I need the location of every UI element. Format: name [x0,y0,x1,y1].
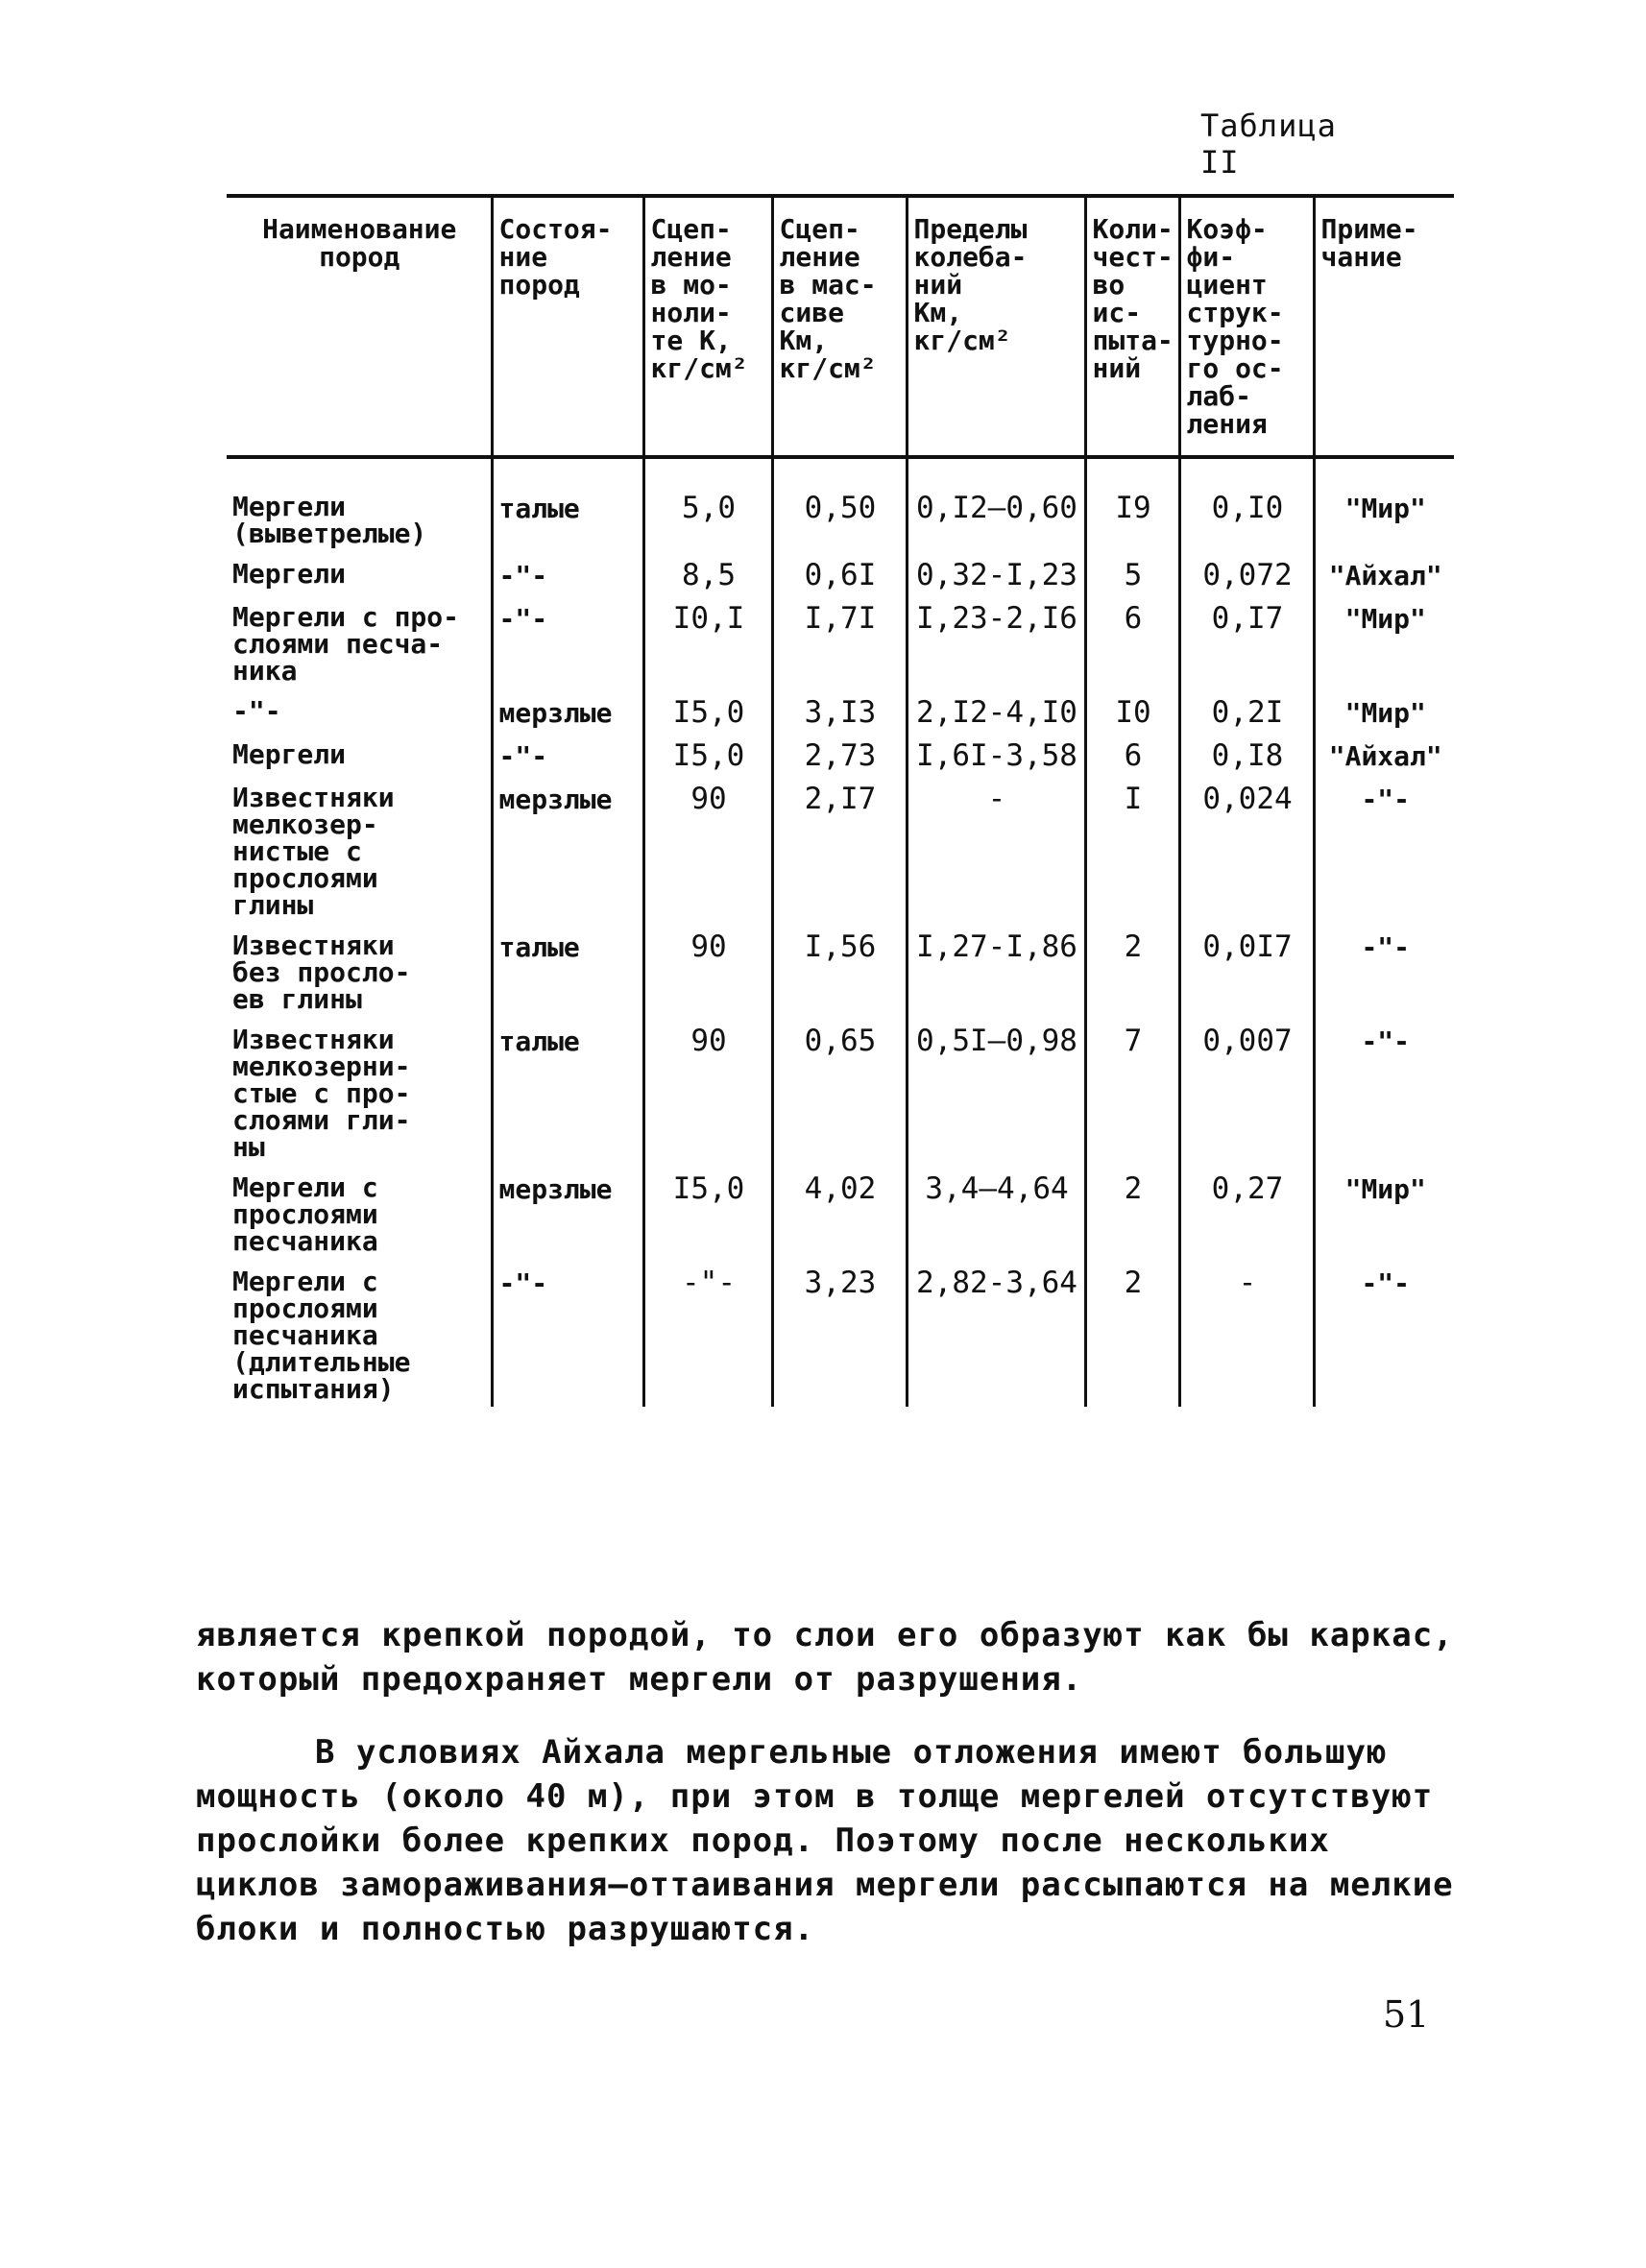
body-paragraph-1: является крепкой породой, то слои его образуют как бы каркас, который предохраняет мергели от разрушения. [196,1616,1454,1699]
table-row [227,457,1454,557]
col-header-range: Пределы колеба- ний Км, кг/см² [907,196,1085,457]
cell-range: 0,32-I,23 [907,557,1085,600]
cell-weakening-coefficient: 0,27 [1179,1170,1314,1265]
cell-range: I,6I-3,58 [907,737,1085,781]
cell-cohesion-monolith: I0,I [643,600,772,694]
cell-test-count: 2 [1085,1265,1179,1407]
cell-cohesion-monolith: 8,5 [643,557,772,600]
cell-note: -"- [1314,1265,1454,1407]
cell-state: мерзлые [492,694,643,737]
cell-rock-name: Мергели (выветрелые) [232,491,427,549]
cell-cohesion-massif: 3,23 [772,1265,907,1407]
col-header-cohesion-monolith: Сцеп- ление в мо- ноли- те К, кг/см² [643,196,772,457]
cell-test-count: 6 [1085,737,1179,781]
cell-cohesion-monolith: 90 [643,929,772,1023]
cell-state: мерзлые [492,1170,643,1265]
cell-state: -"- [492,557,643,600]
cell-note: "Мир" [1314,600,1454,694]
cell-cohesion-monolith: I5,0 [643,737,772,781]
col-header-rock-name: Наименование пород [262,213,457,273]
cell-note: "Мир" [1314,457,1454,557]
cell-state: мерзлые [492,781,643,929]
cell-rock-name: Известняки без просло- ев глины [232,929,411,1015]
cell-weakening-coefficient: 0,I8 [1179,737,1314,781]
cell-test-count: I9 [1085,457,1179,557]
cell-state: талые [492,457,643,557]
body-paragraph-2: В условиях Айхала мергельные отложения имеют большую мощность (около 40 м), при этом в толще мергелей отсутствуют прослойки более крепких пород. Поэтому после нескольких циклов замораживания–оттаивания мергели рассыпаются на мелкие блоки и полностью разрушаются. [196,1733,1454,1948]
cell-note: "Айхал" [1314,737,1454,781]
cell-cohesion-massif: 0,6I [772,557,907,600]
cell-range: 2,I2-4,I0 [907,694,1085,737]
cell-cohesion-massif: 2,I7 [772,781,907,929]
cell-cohesion-monolith: 90 [643,781,772,929]
cell-cohesion-massif: I,7I [772,600,907,694]
cell-cohesion-massif: 4,02 [772,1170,907,1265]
cell-test-count: 5 [1085,557,1179,600]
cell-cohesion-monolith: 5,0 [643,457,772,557]
cell-range: I,23-2,I6 [907,600,1085,694]
cell-rock-name: Мергели с прослоями песчаника [232,1171,378,1257]
cell-cohesion-monolith: I5,0 [643,694,772,737]
cell-rock-name: Мергели с про- слоями песча- ника [232,601,460,687]
cell-rock-name: Известняки мелкозерни- стые с про- слоями гли- ны [232,1024,411,1163]
cell-range: 3,4–4,64 [907,1170,1085,1265]
cell-state: талые [492,1023,643,1170]
rock-properties-table [227,194,1454,1407]
cell-state: талые [492,929,643,1023]
table-row [227,1265,1454,1407]
table-row [227,1023,1454,1170]
cell-rock-name: Мергели [232,738,347,770]
cell-weakening-coefficient: 0,072 [1179,557,1314,600]
cell-test-count: 2 [1085,929,1179,1023]
cell-range: - [907,781,1085,929]
col-header-test-count: Коли- чест- во ис- пыта- ний [1085,196,1179,457]
table-row [227,781,1454,929]
cell-test-count: 7 [1085,1023,1179,1170]
cell-note: -"- [1314,781,1454,929]
cell-rock-name: -"- [232,695,281,727]
cell-weakening-coefficient: 0,007 [1179,1023,1314,1170]
cell-test-count: 6 [1085,600,1179,694]
cell-range: 0,I2–0,60 [907,457,1085,557]
cell-rock-name: Мергели с прослоями песчаника (длительные испытания) [232,1266,411,1405]
cell-weakening-coefficient: 0,I7 [1179,600,1314,694]
table-caption: Таблица II [1200,108,1337,181]
cell-test-count: I [1085,781,1179,929]
col-header-weakening-coefficient: Коэф- фи- циент струк- турно- го ос- лаб- ления [1179,196,1314,457]
cell-note: -"- [1314,1023,1454,1170]
cell-cohesion-massif: 0,65 [772,1023,907,1170]
cell-cohesion-monolith: I5,0 [643,1170,772,1265]
col-header-state: Состоя- ние пород [492,196,643,457]
cell-test-count: I0 [1085,694,1179,737]
cell-note: "Мир" [1314,694,1454,737]
cell-state: -"- [492,600,643,694]
cell-rock-name: Известняки мелкозер- нистые с прослоями глины [232,782,395,921]
cell-weakening-coefficient: 0,I0 [1179,457,1314,557]
table-row [227,557,1454,600]
cell-cohesion-monolith: 90 [643,1023,772,1170]
table-row [227,737,1454,781]
cell-range: 2,82-3,64 [907,1265,1085,1407]
cell-range: I,27-I,86 [907,929,1085,1023]
cell-note: "Айхал" [1314,557,1454,600]
cell-state: -"- [492,737,643,781]
table-row [227,694,1454,737]
table-row [227,929,1454,1023]
table-row [227,1170,1454,1265]
col-header-note: Приме- чание [1314,196,1454,457]
cell-state: -"- [492,1265,643,1407]
cell-weakening-coefficient: 0,2I [1179,694,1314,737]
cell-weakening-coefficient: - [1179,1265,1314,1407]
cell-cohesion-massif: 2,73 [772,737,907,781]
cell-cohesion-massif: 0,50 [772,457,907,557]
cell-range: 0,5I–0,98 [907,1023,1085,1170]
table-header-row [227,196,1454,457]
cell-cohesion-massif: 3,I3 [772,694,907,737]
cell-weakening-coefficient: 0,0I7 [1179,929,1314,1023]
cell-cohesion-massif: I,56 [772,929,907,1023]
cell-test-count: 2 [1085,1170,1179,1265]
cell-rock-name: Мергели [232,558,347,590]
col-header-cohesion-massif: Сцеп- ление в мас- сиве Км, кг/см² [772,196,907,457]
table-row [227,600,1454,694]
cell-weakening-coefficient: 0,024 [1179,781,1314,929]
cell-note: -"- [1314,929,1454,1023]
cell-note: "Мир" [1314,1170,1454,1265]
cell-cohesion-monolith: -"- [643,1265,772,1407]
page-number: 51 [1383,1993,1430,2036]
